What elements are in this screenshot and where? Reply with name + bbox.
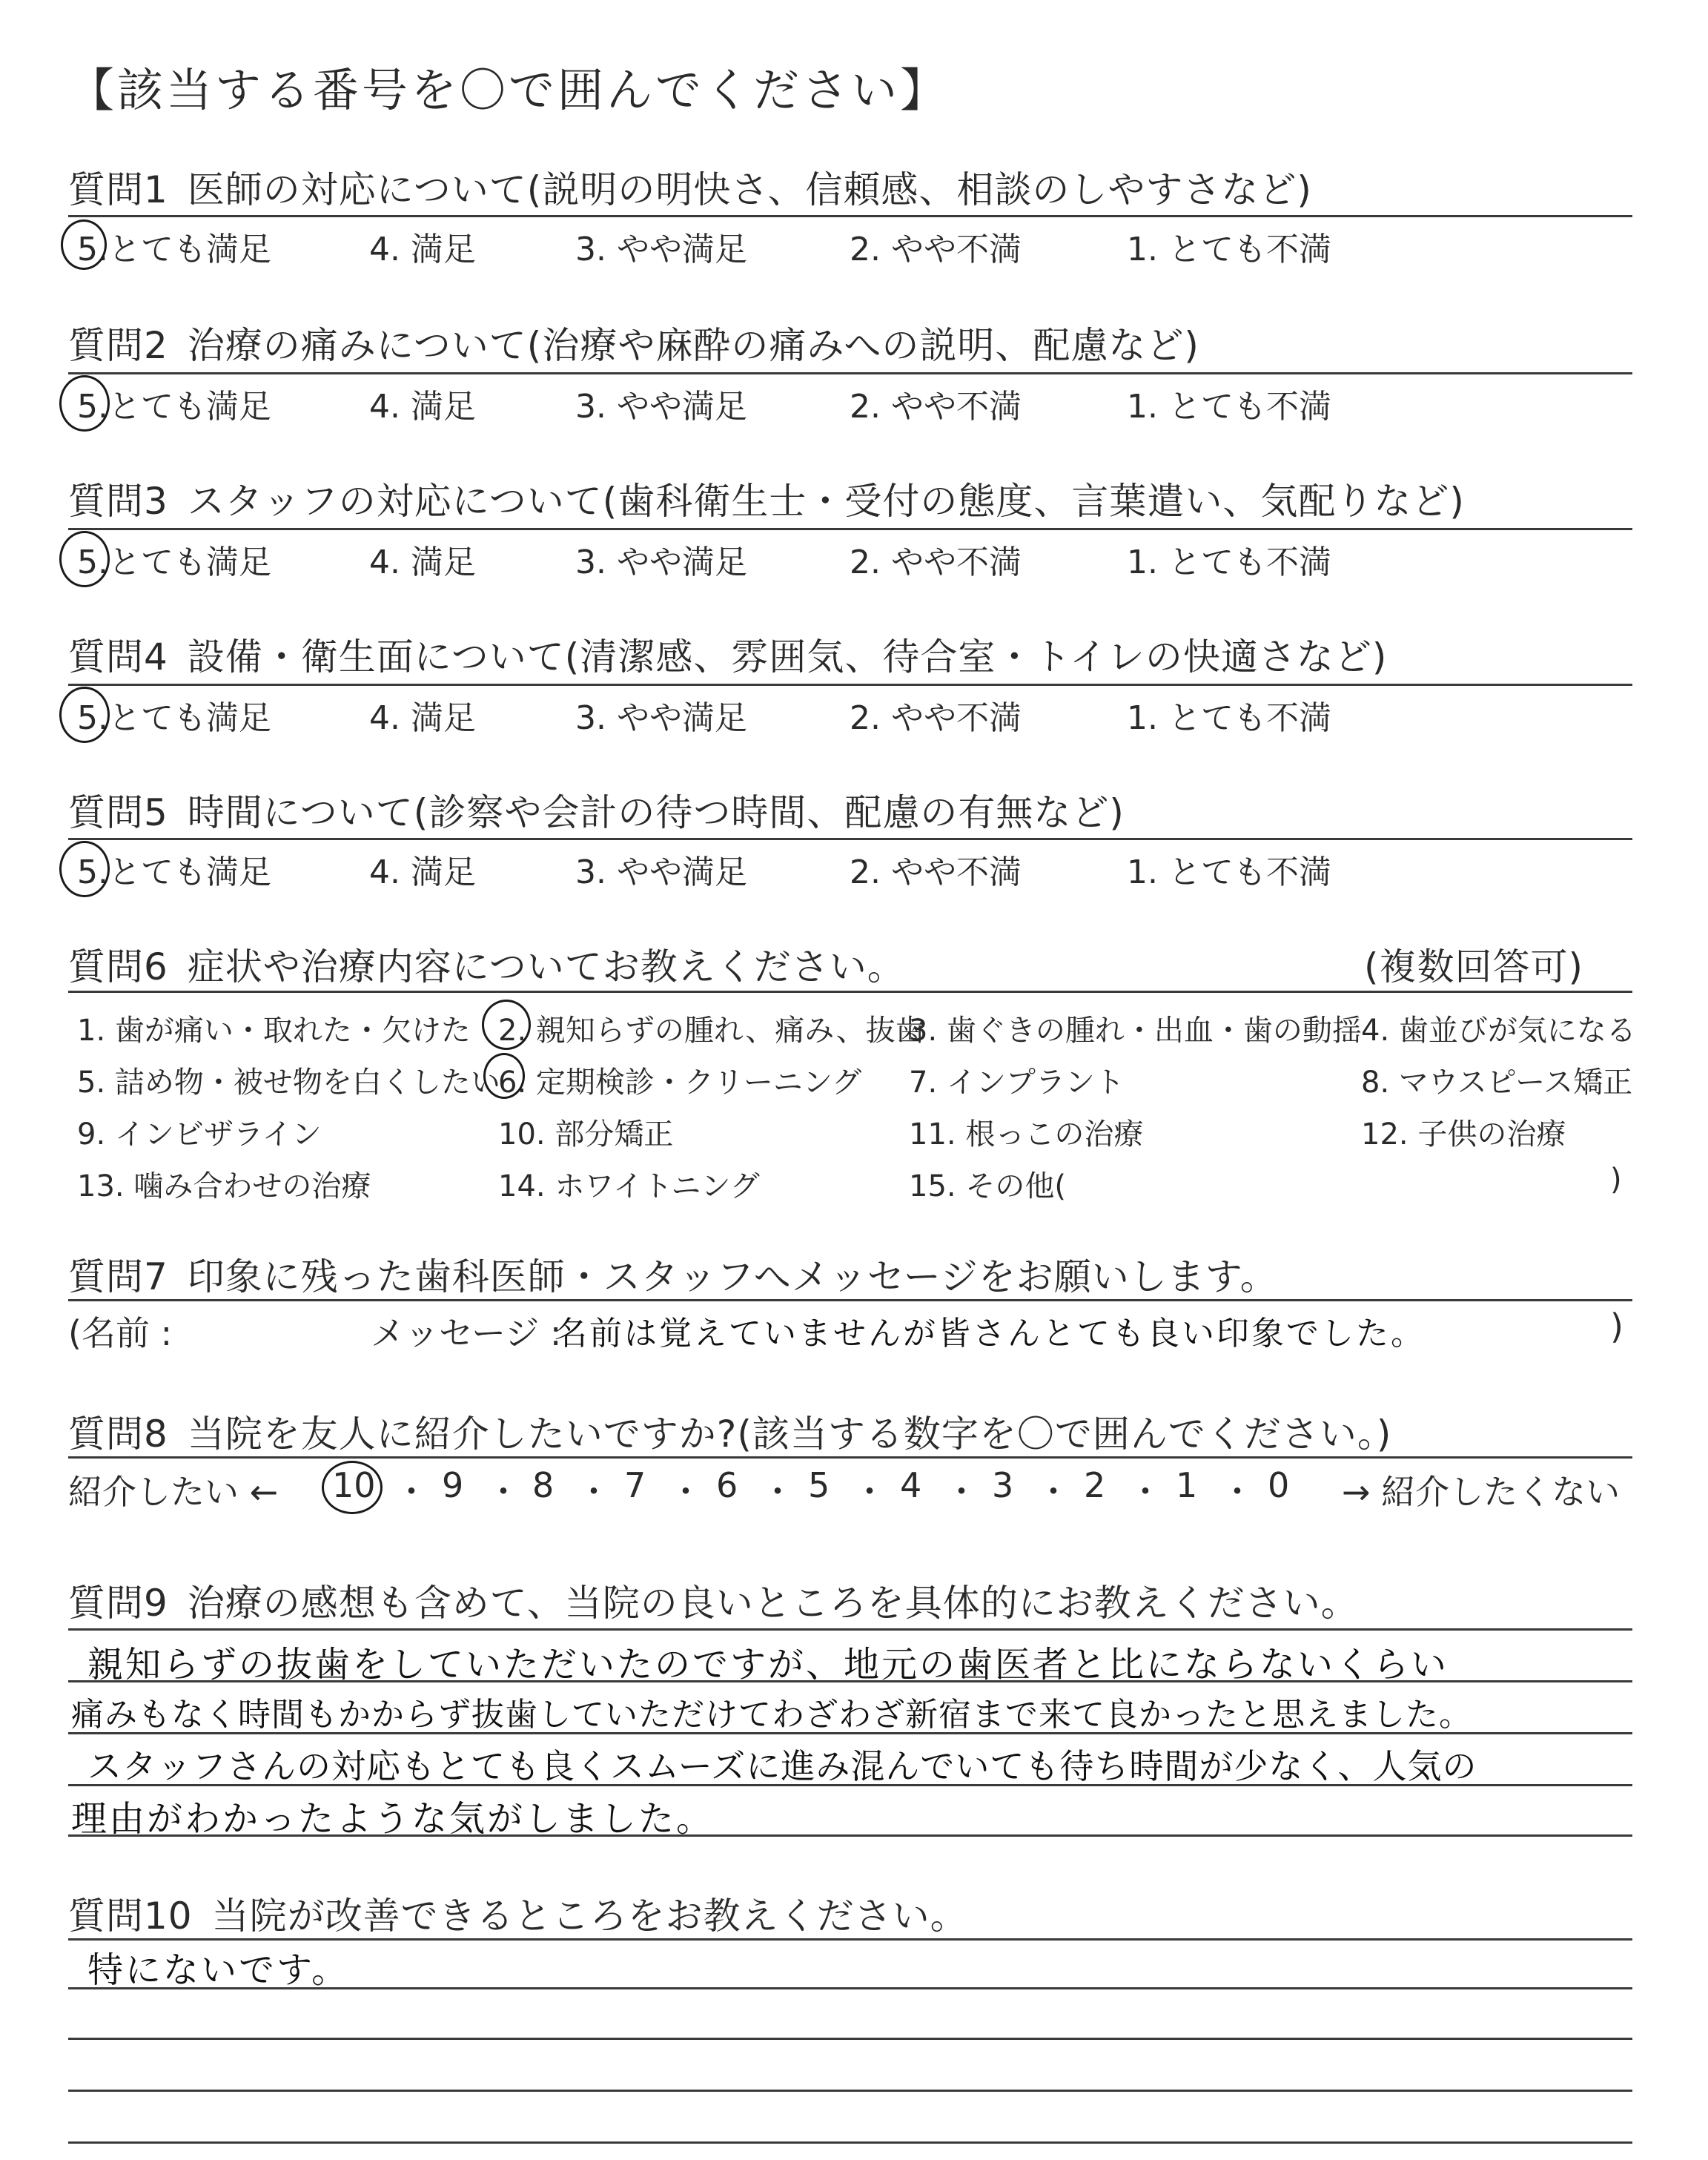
name-label: (名前 : [68,1313,173,1353]
rating-option-4[interactable]: 4. 満足 [369,699,476,737]
answer-rule [68,1784,1632,1786]
question-text: 医師の対応について(説明の明快さ、信頼感、相談のしやすさなど) [187,168,1312,211]
question-8-heading [68,1404,1391,1458]
question-text: 治療の痛みについて(治療や麻酔の痛みへの説明、配慮など) [187,324,1199,367]
rating-option-3[interactable]: 3. やや満足 [575,699,747,737]
treatment-item[interactable]: 4. 歯並びが気になる [1361,1014,1636,1048]
scale-dot: ・ [669,1472,703,1512]
answer-rule [68,2141,1632,2144]
divider-line [68,1299,1632,1301]
treatment-item[interactable]: 5. 詰め物・被せ物を白くしたい [77,1066,500,1100]
question-1-heading [68,160,1312,214]
treatment-item[interactable]: 15. その他( [909,1169,1066,1203]
rating-option-2[interactable]: 2. やや不満 [850,699,1022,737]
treatment-item[interactable]: 2. 親知らずの腫れ、痛み、抜歯 [498,1014,925,1048]
message-close-paren: ) [1610,1307,1623,1347]
question-number: 質問10 [68,1895,193,1938]
rating-option-1[interactable]: 1. とても不満 [1127,231,1331,268]
answer-rule [68,1834,1632,1837]
question-2-heading [68,316,1199,369]
rating-option-4[interactable]: 4. 満足 [369,231,476,268]
multiple-answer-note: (複数回答可) [1364,945,1584,988]
scale-dot: ・ [944,1472,979,1512]
treatment-item[interactable]: 11. 根っこの治療 [909,1117,1144,1152]
rating-option-3[interactable]: 3. やや満足 [575,388,747,426]
message-label: メッセージ : [371,1313,562,1353]
rating-option-3[interactable]: 3. やや満足 [575,544,747,581]
question-number: 質問3 [68,480,168,523]
question-text: スタッフの対応について(歯科衛生士・受付の態度、言葉遣い、気配りなど) [187,480,1465,523]
question-6-heading [68,937,905,991]
rating-option-2[interactable]: 2. やや不満 [850,388,1022,426]
rating-option-4[interactable]: 4. 満足 [369,853,476,891]
rating-option-5[interactable]: 5.とても満足 [77,853,271,891]
rating-option-5[interactable]: 5.とても満足 [77,388,271,426]
question-9-heading [68,1573,1359,1627]
scale-dot: ・ [486,1472,520,1512]
scale-dot: ・ [761,1472,795,1512]
answer-line[interactable]: スタッフさんの対応もとても良くスムーズに進み混んでいても待ち時間が少なく、人気の [87,1746,1477,1786]
answer-line[interactable]: 親知らずの抜歯をしていただいたのですが、地元の歯医者と比にならないくらい [87,1644,1449,1685]
answer-line[interactable]: 痛みもなく時間もかからず抜歯していただけてわざわざ新宿まで来て良かったと思えました。 [71,1696,1472,1734]
scale-dot: ・ [1036,1472,1070,1512]
scale-option-6[interactable]: 6 [716,1465,738,1505]
selection-circle [322,1461,383,1514]
message-answer[interactable]: 名前は覚えていませんが皆さんとても良い印象でした。 [555,1315,1426,1353]
question-text: 当院を友人に紹介したいですか?(該当する数字を〇で囲んでください。) [187,1413,1392,1456]
treatment-item[interactable]: 12. 子供の治療 [1361,1117,1566,1152]
answer-rule [68,1732,1632,1734]
scale-option-3[interactable]: 3 [992,1465,1014,1505]
question-4-heading [68,627,1387,681]
selection-circle [482,1000,531,1050]
answer-rule [68,2090,1632,2092]
divider-line [68,684,1632,686]
question-text: 症状や治療内容についてお教えください。 [187,945,905,988]
divider-line [68,1938,1632,1941]
scale-dot: ・ [1128,1472,1162,1512]
scale-option-0[interactable]: 0 [1268,1465,1290,1505]
question-10-heading [68,1886,968,1940]
treatment-item[interactable]: 14. ホワイトニング [498,1169,760,1203]
question-text: 当院が改善できるところをお教えください。 [211,1895,968,1938]
question-text: 設備・衛生面について(清潔感、雰囲気、待合室・トイレの快適さなど) [187,635,1388,678]
scale-option-2[interactable]: 2 [1084,1465,1106,1505]
scale-right-label: → 紹介したくない [1342,1472,1621,1512]
rating-option-1[interactable]: 1. とても不満 [1127,544,1331,581]
selection-circle [483,1053,525,1099]
rating-option-2[interactable]: 2. やや不満 [850,231,1022,268]
selection-circle [59,531,110,587]
treatment-item[interactable]: 3. 歯ぐきの腫れ・出血・歯の動揺 [909,1014,1362,1048]
scale-option-10[interactable]: 10 [332,1465,376,1505]
divider-line [68,1628,1632,1631]
scale-dot: ・ [853,1472,887,1512]
answer-rule [68,1987,1632,1989]
divider-line [68,372,1632,374]
treatment-item[interactable]: 10. 部分矯正 [498,1117,674,1152]
question-text: 時間について(診察や会計の待つ時間、配慮の有無など) [187,791,1125,834]
page-title: 【該当する番号を〇で囲んでください】 [68,63,950,117]
question-number: 質問8 [68,1413,168,1456]
divider-line [68,1456,1632,1459]
question-number: 質問4 [68,635,168,678]
scale-dot: ・ [577,1472,611,1512]
question-text: 印象に残った歯科医師・スタッフへメッセージをお願いします。 [187,1255,1278,1298]
divider-line [68,528,1632,530]
answer-line[interactable]: 特にないです。 [87,1949,350,1991]
question-number: 質問6 [68,945,168,988]
scale-option-4[interactable]: 4 [900,1465,922,1505]
treatment-item[interactable]: 9. インビザライン [77,1117,322,1152]
treatment-item[interactable]: 1. 歯が痛い・取れた・欠けた [77,1014,471,1048]
question-5-heading [68,783,1125,836]
treatment-item[interactable]: 8. マウスピース矯正 [1361,1066,1633,1100]
question-number: 質問1 [68,168,168,211]
rating-option-5[interactable]: 5.とても満足 [77,544,271,581]
question-7-heading [68,1247,1278,1301]
other-close-paren: ) [1610,1163,1622,1197]
treatment-item[interactable]: 13. 噛み合わせの治療 [77,1169,371,1203]
scale-left-label: 紹介したい ← [68,1472,279,1512]
treatment-item[interactable]: 6. 定期検診・クリーニング [498,1066,862,1100]
question-text: 治療の感想も含めて、当院の良いところを具体的にお教えください。 [187,1582,1359,1625]
scale-dot: ・ [1220,1472,1254,1512]
rating-option-3[interactable]: 3. やや満足 [575,853,747,891]
selection-circle [59,375,110,432]
rating-option-1[interactable]: 1. とても不満 [1127,699,1331,737]
divider-line [68,991,1632,993]
rating-option-1[interactable]: 1. とても不満 [1127,853,1331,891]
scale-option-5[interactable]: 5 [808,1465,830,1505]
rating-option-4[interactable]: 4. 満足 [369,388,476,426]
question-number: 質問9 [68,1582,168,1625]
selection-circle [61,219,107,270]
answer-line[interactable]: 理由がわかったような気がしました。 [71,1798,715,1840]
question-number: 質問5 [68,791,168,834]
answer-rule [68,1680,1632,1682]
scale-option-9[interactable]: 9 [442,1465,464,1505]
question-number: 質問2 [68,324,168,367]
treatment-item[interactable]: 7. インプラント [909,1066,1125,1100]
selection-circle [59,687,110,743]
rating-option-3[interactable]: 3. やや満足 [575,231,747,268]
rating-option-1[interactable]: 1. とても不満 [1127,388,1331,426]
selection-circle [59,841,110,897]
rating-option-2[interactable]: 2. やや不満 [850,544,1022,581]
divider-line [68,838,1632,840]
question-number: 質問7 [68,1255,168,1298]
divider-line [68,215,1632,217]
question-3-heading [68,472,1465,525]
rating-option-2[interactable]: 2. やや不満 [850,853,1022,891]
rating-option-5[interactable]: 5.とても満足 [77,699,271,737]
answer-rule [68,2038,1632,2040]
scale-dot: ・ [394,1472,428,1512]
scale-option-7[interactable]: 7 [624,1465,646,1505]
rating-option-4[interactable]: 4. 満足 [369,544,476,581]
scale-option-1[interactable]: 1 [1176,1465,1198,1505]
scale-option-8[interactable]: 8 [532,1465,555,1505]
rating-option-5[interactable]: 5.とても満足 [77,231,271,268]
